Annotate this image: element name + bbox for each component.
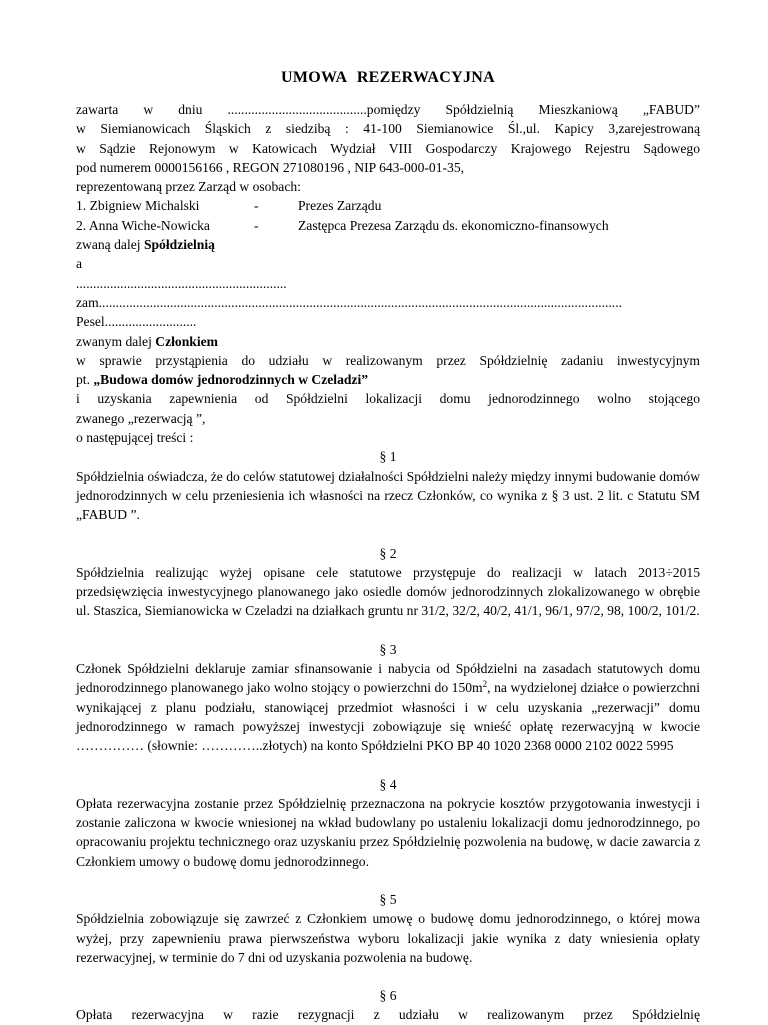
intro-line-2: w Siemianowicach Śląskich z siedzibą : 41-100 Siemianowice Śl.,ul. Kapicy 3,zarejestrowaną xyxy=(76,121,700,137)
section-1-heading: § 1 xyxy=(379,449,397,465)
purpose-line-5: o następującej treści : xyxy=(76,430,194,446)
document-title: UMOWA REZERWACYJNA xyxy=(281,69,495,86)
section-3-heading: § 3 xyxy=(379,641,397,657)
person-dash: - xyxy=(254,217,259,233)
intro-line-1: zawarta w dniu .........................................pomiędzy Spółdzielnią Mieszkaniową „FABUD” xyxy=(76,102,700,117)
person-row-2 xyxy=(76,216,700,235)
purpose-line-3: i uzyskania zapewnienia od Spółdzielni lokalizacji domu jednorodzinnego wolno stojącego xyxy=(76,391,700,407)
person-name: 2. Anna Wiche-Nowicka xyxy=(76,217,210,233)
section-4-heading: § 4 xyxy=(379,776,397,792)
section-2-text: Spółdzielnia realizując wyżej opisane cele statutowe przystępuje do realizacji w latach 2013÷2015 przedsięwzięcia inwestycyjnego planowanego jako osiedle domów jednorodzinnych zlokalizowanego w obrębie ul. Staszica, Siemianowicka w Czeladzi na działkach gruntu nr 31/2, 32/2, 40/2, 41/1, 96/1, 97/2, 98, 100/2, 101/2. xyxy=(76,564,700,619)
intro-line-5: reprezentowaną przez Zarząd w osobach: xyxy=(76,179,301,195)
section-3-text: Członek Spółdzielni deklaruje zamiar sfinansowanie i nabycia od Spółdzielni na zasadach statutowych domu jednorodzinnego planowanego jako wolno stojący o powierzchni do $150m^2$, na wydzielonej działce o powierzchni wynikającej z planu podziału, stanowiącej przedmiot własności i w celu uzyskania „rezerwacji” domu jednorodzinnego w ramach powyższej inwestycji zobowiązuje się wnieść opłatę rezerwacyjną w kwocie …………… (słownie: …………..złotych) na konto Spółdzielni PKO BP 40 1020 2368 0000 2102 0022 5995 xyxy=(76,661,701,754)
named-member: zwanym dalej Członkiem xyxy=(76,333,218,349)
named-cooperative: zwaną dalej Spółdzielnią xyxy=(76,237,215,253)
section-6-text: Opłata rezerwacyjna w razie rezygnacji z udziału w realizowanym przez Spółdzielnię xyxy=(76,1007,700,1023)
investment-name: „Budowa domów jednorodzinnych w Czeladzi” xyxy=(93,372,369,388)
intro-line-3: w Sądzie Rejonowym w Katowicach Wydział VIII Gospodarczy Krajowego Rejestru Sądowego xyxy=(76,140,700,156)
purpose-line-4: zwanego „rezerwacją ”, xyxy=(76,410,206,426)
person-name: 1. Zbigniew Michalski xyxy=(76,198,200,214)
document-body xyxy=(76,100,700,1025)
member-pesel-field: Pesel........................... xyxy=(76,314,197,330)
conjunction-a: a xyxy=(76,256,83,272)
person-row-1 xyxy=(76,196,700,215)
section-4-text: Opłata rezerwacyjna zostanie przez Spółdzielnię przeznaczona na pokrycie kosztów przygotowania inwestycji i zostanie zaliczona w kwocie wniesionej na wkład budowlany po ustaleniu lokalizacji domu jednorodzinnego, po opracowaniu projektu technicznego oraz uzyskaniu przez Spółdzielnię pozwolenia na budowę, w dacie zawarcia z Członkiem umowy o budowę domu jednorodzinnego. xyxy=(76,795,700,869)
person-role: Zastępca Prezesa Zarządu ds. ekonomiczno-finansowych xyxy=(298,217,609,233)
member-term: Członkiem xyxy=(155,333,218,349)
purpose-line-1: w sprawie przystąpienia do udziału w realizowanym przez Spółdzielnię zadaniu inwestycyjnym xyxy=(76,352,700,368)
superscript-2: 2 xyxy=(482,679,488,690)
member-address-field: zam.......................................................................................................................................................... xyxy=(76,294,623,310)
section-1-text: Spółdzielnia oświadcza, że do celów statutowej działalności Spółdzielni należy między innymi budowanie domów jednorodzinnych w celu przeniesienia ich własności na rzecz Członków, co wynika z § 3 ust. 2 lit. c Statutu SM „FABUD ”. xyxy=(76,468,701,523)
section-6-heading: § 6 xyxy=(379,988,397,1004)
purpose-line-2: pt. „Budowa domów jednorodzinnych w Czeladzi” xyxy=(76,372,369,388)
intro-line-4: pod numerem 0000156166 , REGON 271080196 , NIP 643-000-01-35, xyxy=(76,159,465,175)
person-role: Prezes Zarządu xyxy=(298,198,382,214)
section-2-heading: § 2 xyxy=(379,545,397,561)
section-5-text: Spółdzielnia zobowiązuje się zawrzeć z Członkiem umowę o budowę domu jednorodzinnego, o której mowa wyżej, przy zapewnieniu prawa pierwszeństwa wyboru lokalizacji jakie wynika z daty wniesienia opłaty rezerwacyjnej, w terminie do 7 dni od uzyskania pozwolenia na budowę. xyxy=(76,911,700,965)
member-name-field: .............................................................. xyxy=(76,275,287,291)
cooperative-term: Spółdzielnią xyxy=(143,237,215,253)
person-dash: - xyxy=(254,198,259,214)
section-5-heading: § 5 xyxy=(379,891,397,907)
